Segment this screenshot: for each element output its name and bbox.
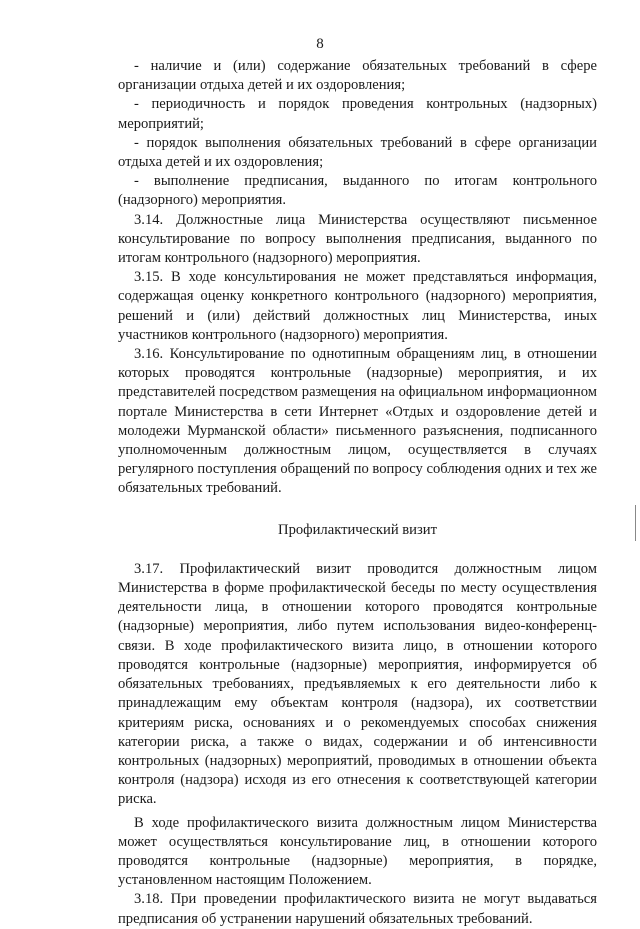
clause-paragraph: 3.15. В ходе консультирования не может представляться информация, содержащая оценку конкретного контрольного (надзорного) мероприятия, решений и (или) действий должностных лиц Министерства, иных участников контрольного (надзорного) мероприятия. (118, 269, 597, 343)
bullet-paragraph: - выполнение предписания, выданного по итогам контрольного (надзорного) мероприятия. (118, 173, 597, 209)
clause-paragraph: 3.17. Профилактический визит проводится должностным лицом Министерства в форме профилактической беседы по месту осуществления деятельности лица, в отношении которого проводятся контрольные (надзорные) мероприятия, либо путем использования видео-конференц-связи. В ходе профилактического визита лицо, в отношении которого проводятся контрольные (надзорные) мероприятия, информируется об обязательных требованиях, предъявляемых к его деятельности либо к принадлежащим ему объектам контроля (надзора), их соответствии критериям риска, основаниях и о рекомендуемых способах снижения категории риска, а также о видах, содержании и об интенсивности контрольных (надзорных) мероприятий, проводимых в отношении объекта контроля (надзора) исходя из его отнесения к соответствующей категории риска. (118, 560, 597, 808)
clause-paragraph: 3.18. При проведении профилактического визита не могут выдаваться предписания об устранении нарушений обязательных требований. (118, 891, 597, 927)
section-heading: Профилактический визит (278, 521, 437, 538)
page-number: 8 (316, 36, 324, 52)
scan-edge-mark (635, 505, 636, 541)
clause-paragraph: 3.14. Должностные лица Министерства осуществляют письменное консультирование по вопросу выполнения предписания, выданного по итогам контрольного (надзорного) мероприятия. (118, 211, 597, 267)
bullet-paragraph: - порядок выполнения обязательных требований в сфере организации отдыха детей и их оздоровления; (118, 134, 597, 171)
document-body (118, 57, 597, 929)
clause-paragraph: 3.16. Консультирование по однотипным обращениям лиц, в отношении которых проводятся контрольные (надзорные) мероприятия, и их представителей посредством размещения на официальном информационном портале Министерства в сети Интернет «Отдых и оздоровление детей и молодежи Мурманской области» письменного разъяснения, подписанного уполномоченным должностным лицом, осуществляется в случаях регулярного поступления обращений по вопросу соблюдения одних и тех же обязательных требований. (118, 346, 597, 497)
bullet-paragraph: - периодичность и порядок проведения контрольных (надзорных) мероприятий; (118, 96, 597, 132)
clause-paragraph: В ходе профилактического визита должностным лицом Министерства может осуществляться консультирование лиц, в отношении которого проводятся контрольные (надзорные) мероприятия, в порядке, установленном настоящим Положением. (118, 814, 597, 889)
bullet-paragraph: - наличие и (или) содержание обязательных требований в сфере организации отдыха детей и их оздоровления; (118, 58, 597, 94)
